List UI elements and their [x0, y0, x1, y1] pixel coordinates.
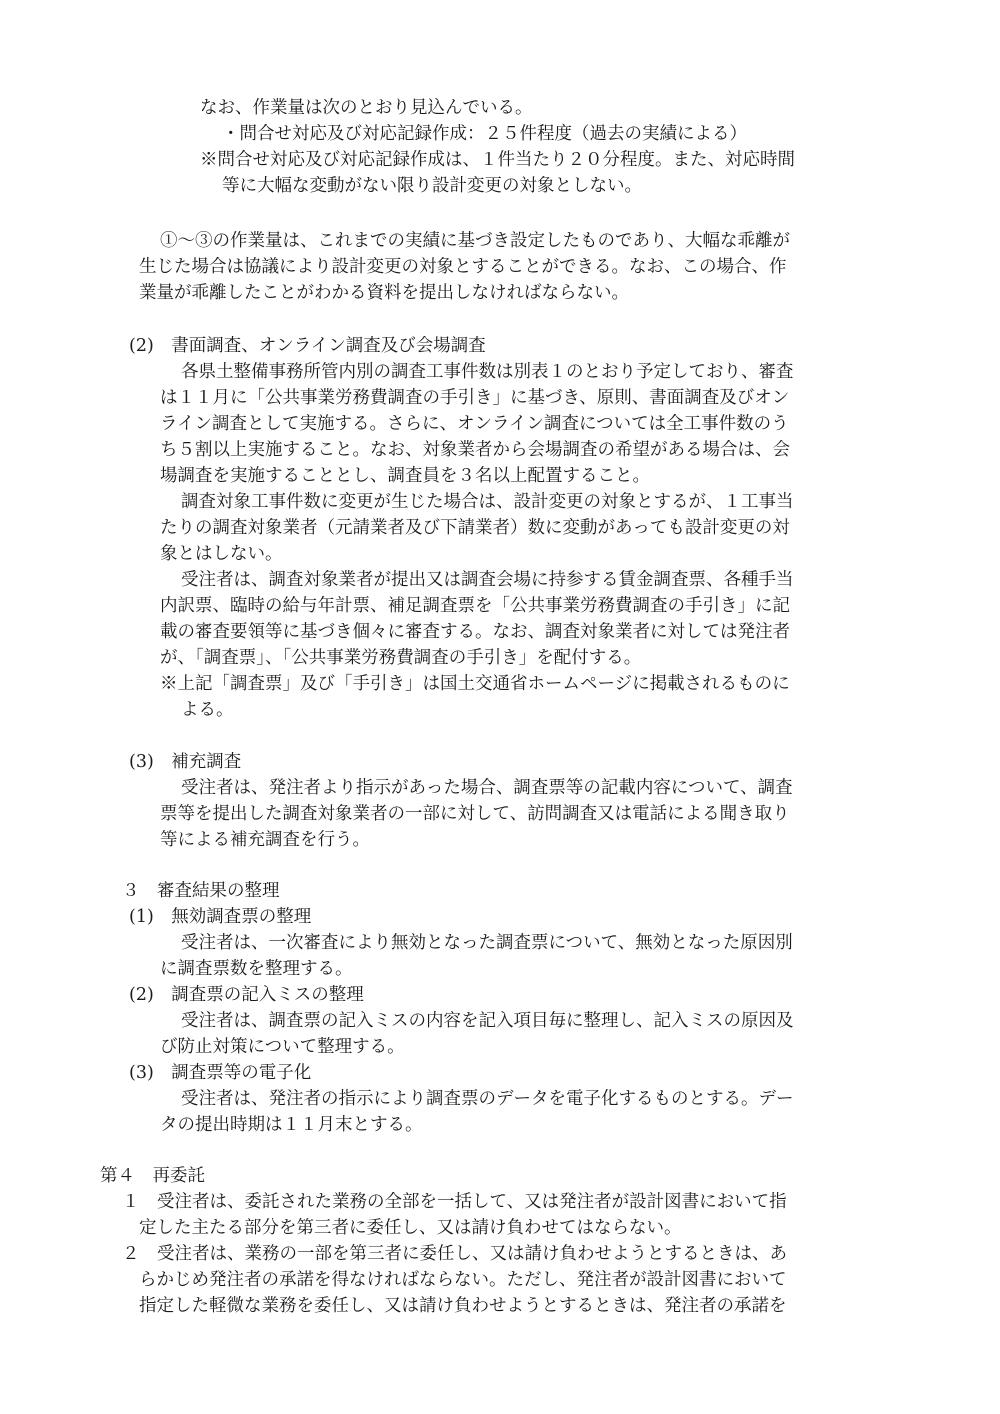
text-line: ※問合せ対応及び対応記録作成は、１件当たり２０分程度。また、対応時間: [200, 150, 795, 170]
text-line: 載の審査要領等に基づき個々に審査する。なお、調査対象業者に対しては発注者: [160, 622, 790, 642]
text-line: ライン調査として実施する。さらに、オンライン調査については全工事件数のう: [160, 414, 789, 434]
text-line: なお、作業量は次のとおり見込んでいる。: [200, 98, 533, 118]
subsection-heading: (2) 調査票の記入ミスの整理: [129, 985, 364, 1005]
text-line: に調査票数を整理する。: [160, 959, 353, 979]
text-line: ・問合せ対応及び対応記録作成：２５件程度（過去の実績による）: [222, 124, 747, 144]
text-line: 受注者は、調査対象業者が提出又は調査会場に持参する賃金調査票、各種手当: [181, 570, 794, 590]
text-line: 受注者は、調査票の記入ミスの内容を記入項目毎に整理し、記入ミスの原因及: [181, 1011, 794, 1031]
text-line: たりの調査対象業者（元請業者及び下請業者）数に変動があっても設計変更の対: [160, 518, 790, 538]
text-line: ※上記「調査票」及び「手引き」は国土交通省ホームページに掲載されるものに: [160, 674, 790, 694]
chapter-heading: 第４ 再委託: [100, 1166, 205, 1186]
section-heading: (3) 補充調査: [129, 752, 242, 772]
section-heading: ３ 審査結果の整理: [122, 881, 280, 901]
text-line: ２ 受注者は、業務の一部を第三者に委任し、又は請け負わせようとするときは、あ: [122, 1244, 787, 1264]
text-line: 業量が乖離したことがわかる資料を提出しなければならない。: [139, 283, 629, 303]
text-line: が、「調査票」、「公共事業労務費調査の手引き」を配付する。: [160, 648, 642, 668]
section-heading: (2) 書面調査、オンライン調査及び会場調査: [129, 336, 486, 356]
text-line: 象とはしない。: [160, 544, 283, 564]
subsection-heading: (1) 無効調査票の整理: [129, 907, 312, 927]
text-line: 票等を提出した調査対象業者の一部に対して、訪問調査又は電話による聞き取り: [160, 804, 790, 824]
text-line: よる。: [181, 700, 234, 720]
text-line: 指定した軽微な業務を委任し、又は請け負わせようとするときは、発注者の承諾を: [139, 1296, 787, 1316]
text-line: は１１月に「公共事業労務費調査の手引き」に基づき、原則、書面調査及びオン: [160, 388, 790, 408]
text-line: 定した主たる部分を第三者に委任し、又は請け負わせてはならない。: [139, 1218, 682, 1238]
text-line: 各県土整備事務所管内別の調査工事件数は別表１のとおり予定しており、審査: [181, 362, 794, 382]
text-line: び防止対策について整理する。: [160, 1037, 405, 1057]
text-line: 生じた場合は協議により設計変更の対象とすることができる。なお、この場合、作: [139, 257, 787, 277]
text-line: １ 受注者は、委託された業務の全部を一括して、又は発注者が設計図書において指: [122, 1192, 787, 1212]
text-line: タの提出時期は１１月末とする。: [160, 1115, 423, 1135]
text-line: 受注者は、発注者より指示があった場合、調査票等の記載内容について、調査: [181, 778, 793, 798]
text-line: ち５割以上実施すること。なお、対象業者から会場調査の希望がある場合は、会: [160, 440, 790, 460]
text-line: らかじめ発注者の承諾を得なければならない。ただし、発注者が設計図書において: [139, 1270, 787, 1290]
subsection-heading: (3) 調査票等の電子化: [129, 1063, 312, 1083]
text-line: 受注者は、発注者の指示により調査票のデータを電子化するものとする。デー: [181, 1089, 794, 1109]
text-line: 受注者は、一次審査により無効となった調査票について、無効となった原因別: [181, 933, 793, 953]
text-line: 場調査を実施することとし、調査員を３名以上配置すること。: [160, 466, 650, 486]
text-line: 等に大幅な変動がない限り設計変更の対象としない。: [222, 176, 642, 196]
text-line: 等による補充調査を行う。: [160, 830, 370, 850]
text-line: ①～③の作業量は、これまでの実績に基づき設定したものであり、大幅な乖離が: [160, 231, 790, 251]
text-line: 内訳票、臨時の給与年計票、補足調査票を「公共事業労務費調査の手引き」に記: [160, 596, 790, 616]
text-line: 調査対象工事件数に変更が生じた場合は、設計変更の対象とするが、１工事当: [181, 492, 794, 512]
